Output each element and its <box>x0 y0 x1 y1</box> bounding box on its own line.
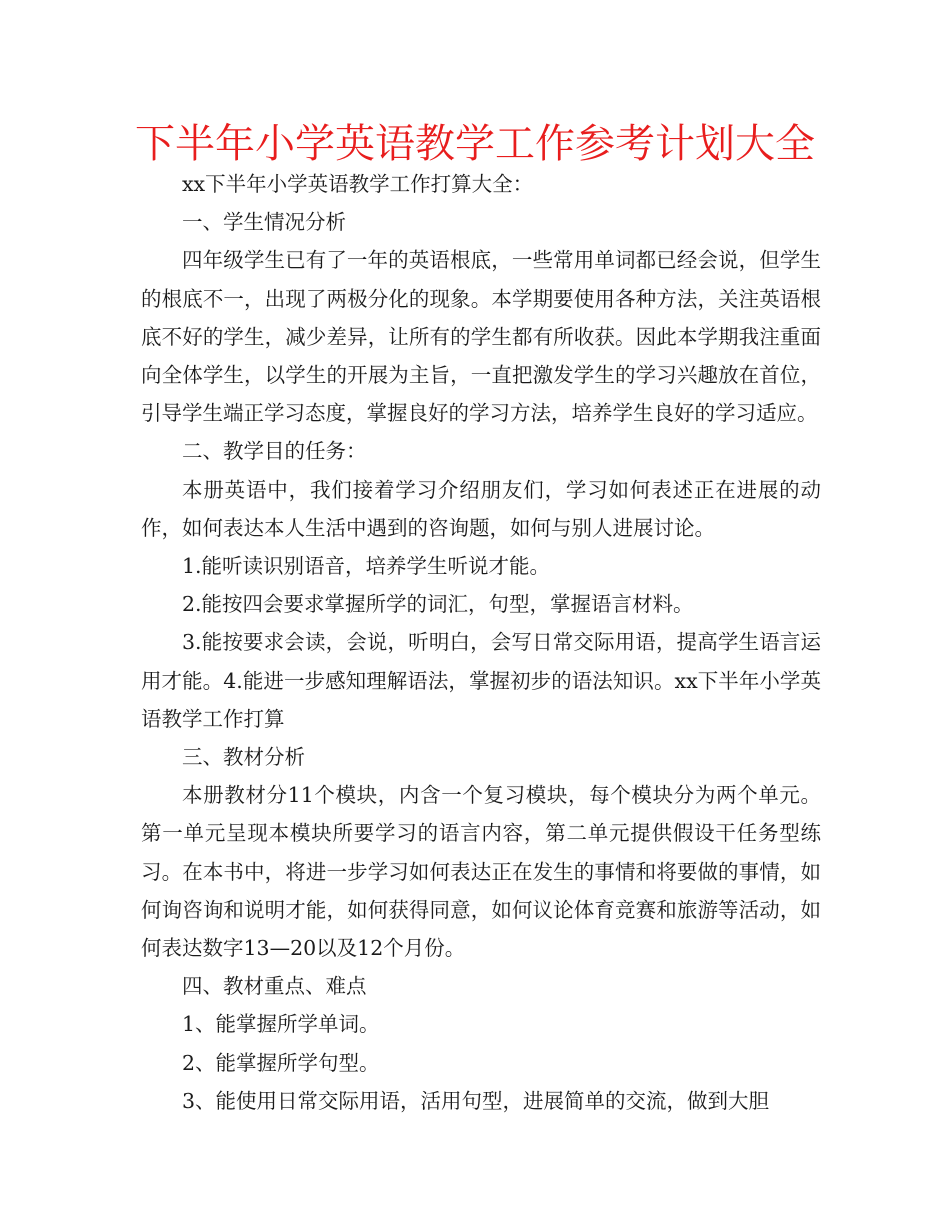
heading-student-analysis: 一、学生情况分析 <box>182 210 346 235</box>
heading-key-points: 四、教材重点、难点 <box>182 974 367 999</box>
list-item-key-2: 2、能掌握所学句型。 <box>182 1050 380 1075</box>
list-item-key-3: 3、能使用日常交际用语，活用句型，进展简单的交流，做到大胆 <box>182 1088 770 1113</box>
heading-teaching-goals: 二、教学目的任务： <box>182 439 367 464</box>
document-title: 下半年小学英语教学工作参考计划大全 <box>135 121 815 167</box>
list-item-goal-2: 2.能按四会要求掌握所学的词汇，句型，掌握语言材料。 <box>182 592 694 617</box>
paragraph-teaching-goals: 本册英语中，我们接着学习介绍朋友们，学习如何表述正在进展的动作，如何表达本人生活中遇到的咨询题，如何与别人进展讨论。 <box>141 477 821 540</box>
paragraph-textbook-analysis: 本册教材分11个模块，内含一个复习模块，每个模块分为两个单元。第一单元呈现本模块所要学习的语言内容，第二单元提供假设干任务型练习。在本书中，将进一步学习如何表达正在发生的事情和将要做的事情，如何询咨询和说明才能，如何获得同意，如何议论体育竞赛和旅游等活动，如何表达数字13—20以及12个月份。 <box>141 783 821 961</box>
list-item-goal-3-4: 3.能按要求会读，会说，听明白，会写日常交际用语，提高学生语言运用才能。4.能进一步感知理解语法，掌握初步的语法知识。xx下半年小学英语教学工作打算 <box>141 630 821 731</box>
list-item-key-1: 1、能掌握所学单词。 <box>182 1012 380 1037</box>
paragraph-student-analysis: 四年级学生已有了一年的英语根底，一些常用单词都已经会说，但学生的根底不一，出现了两极分化的现象。本学期要使用各种方法，关注英语根底不好的学生，减少差异，让所有的学生都有所收获。因此本学期我注重面向全体学生，以学生的开展为主旨，一直把激发学生的学习兴趣放在首位，引导学生端正学习态度，掌握良好的学习方法，培养学生良好的学习适应。 <box>141 248 821 426</box>
document-body <box>141 165 821 1120</box>
list-item-goal-1: 1.能听读识别语音，培养学生听说才能。 <box>182 554 551 579</box>
heading-textbook-analysis: 三、教材分析 <box>182 745 305 770</box>
paragraph-intro: xx下半年小学英语教学工作打算大全： <box>182 172 534 196</box>
